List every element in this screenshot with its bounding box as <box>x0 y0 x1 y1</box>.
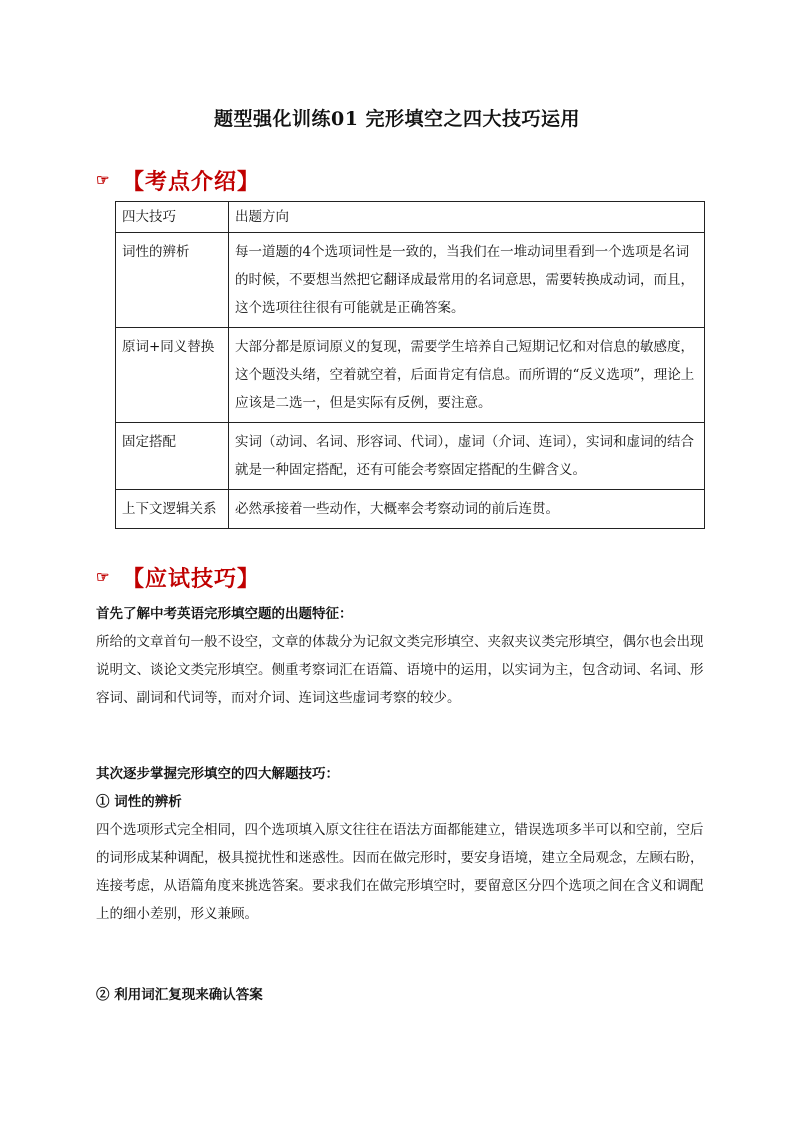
table-cell-skill: 词性的辨析 <box>116 233 229 328</box>
intro-bold-line: 首先了解中考英语完形填空题的出题特征： <box>96 606 353 622</box>
table-header-direction: 出题方向 <box>229 202 705 233</box>
item2-title: ② 利用词汇复现来确认答案 <box>96 987 263 1003</box>
table-cell-skill: 上下文逻辑关系 <box>116 490 229 529</box>
table-cell-direction: 必然承接着一些动作，大概率会考察动词的前后连贯。 <box>229 490 705 529</box>
item2-block <box>96 981 706 1009</box>
pointing-hand-icon: ☞ <box>96 568 111 586</box>
table-row <box>116 490 705 529</box>
table-row <box>116 423 705 490</box>
table-header-row <box>116 202 705 233</box>
pointing-hand-icon: ☞ <box>96 171 111 189</box>
table-row <box>116 233 705 328</box>
table-cell-direction: 实词（动词、名词、形容词、代词），虚词（介词、连词），实词和虚词的结合就是一种固定搭配，还有可能会考察固定搭配的生僻含义。 <box>229 423 705 490</box>
table-cell-direction: 大部分都是原词原义的复现，需要学生培养自己短期记忆和对信息的敏感度，这个题没头绪，空着就空着，后面肯定有信息。而所谓的“反义选项”，理论上应该是二选一，但是实际有反例，要注意。 <box>229 328 705 423</box>
intro-paragraph: 所给的文章首句一般不设空，文章的体裁分为记叙文类完形填空、夹叙夹议类完形填空，偶尔也会出现说明文、谈论文类完形填空。侧重考察词汇在语篇、语境中的运用，以实词为主，包含动词、名词、形容词、副词和代词等，而对介词、连词这些虚词考察的较少。 <box>96 634 704 706</box>
techniques-block <box>96 760 706 928</box>
section-heading-intro-label: 【考点介绍】 <box>122 169 261 195</box>
item1-title: ① 词性的辨析 <box>96 794 182 810</box>
section-heading-intro <box>96 165 260 196</box>
page-title: 题型强化训练01 完形填空之四大技巧运用 <box>213 108 581 130</box>
second-bold-line: 其次逐步掌握完形填空的四大解题技巧： <box>96 766 339 782</box>
tips-intro-block <box>96 600 706 712</box>
table-cell-direction: 每一道题的4个选项词性是一致的，当我们在一堆动词里看到一个选项是名词的时候，不要想当然把它翻译成最常用的名词意思，需要转换成动词，而且，这个选项往往很有可能就是正确答案。 <box>229 233 705 328</box>
table-header-skill: 四大技巧 <box>116 202 229 233</box>
table-cell-skill: 固定搭配 <box>116 423 229 490</box>
intro-table <box>115 201 705 529</box>
table-row <box>116 328 705 423</box>
item1-paragraph: 四个选项形式完全相同，四个选项填入原文往往在语法方面都能建立，错误选项多半可以和空前，空后的词形成某种调配，极具搅扰性和迷惑性。因而在做完形时，要安身语境，建立全局观念，左顾右盼，连接考虑，从语篇角度来挑选答案。要求我们在做完形填空时，要留意区分四个选项之间在含义和调配上的细小差别，形义兼顾。 <box>96 822 704 922</box>
table-cell-skill: 原词+同义替换 <box>116 328 229 423</box>
section-heading-tips-label: 【应试技巧】 <box>122 566 261 592</box>
section-heading-tips <box>96 562 260 593</box>
